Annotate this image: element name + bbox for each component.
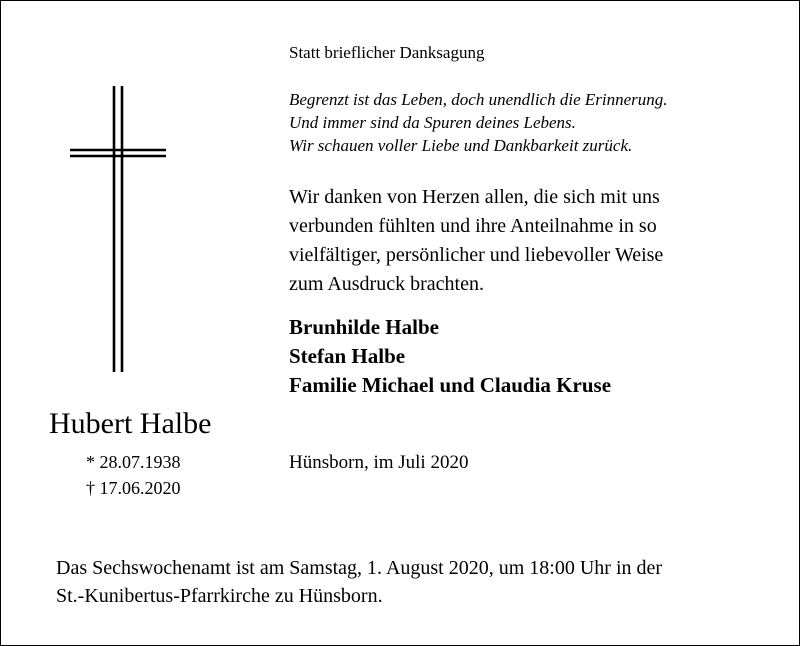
thanks-text [289,183,663,299]
thanks-line: verbunden fühlten und ihre Anteilnahme in so [289,215,657,237]
poem-line: Wir schauen voller Liebe und Dankbarkeit zurück. [289,136,633,155]
birth-date: * 28.07.1938 [86,452,181,472]
deceased-name: Hubert Halbe [49,407,212,440]
cross-icon [68,84,168,374]
thanks-line: Wir danken von Herzen allen, die sich mit uns [289,186,660,208]
mass-line: St.-Kunibertus-Pfarrkirche zu Hünsborn. [56,585,383,607]
notice-intro: Statt brieflicher Danksagung [289,43,485,62]
place-date: Hünsborn, im Juli 2020 [289,452,469,473]
thanks-line: zum Ausdruck brachten. [289,273,484,295]
life-dates [86,449,181,501]
thanks-line: vielfältiger, persönlicher und liebevoller Weise [289,244,664,266]
signer-name: Stefan Halbe [289,344,406,368]
mass-announcement [56,554,662,610]
poem-line: Und immer sind da Spuren deines Lebens. [289,113,576,132]
signers [289,313,611,400]
signer-name: Brunhilde Halbe [289,315,439,339]
mass-line: Das Sechswochenamt ist am Samstag, 1. August 2020, um 18:00 Uhr in der [56,557,663,579]
poem [289,88,668,157]
death-date: † 17.06.2020 [86,478,181,498]
signer-name: Familie Michael und Claudia Kruse [289,373,612,397]
poem-line: Begrenzt ist das Leben, doch unendlich die Erinnerung. [289,90,668,109]
